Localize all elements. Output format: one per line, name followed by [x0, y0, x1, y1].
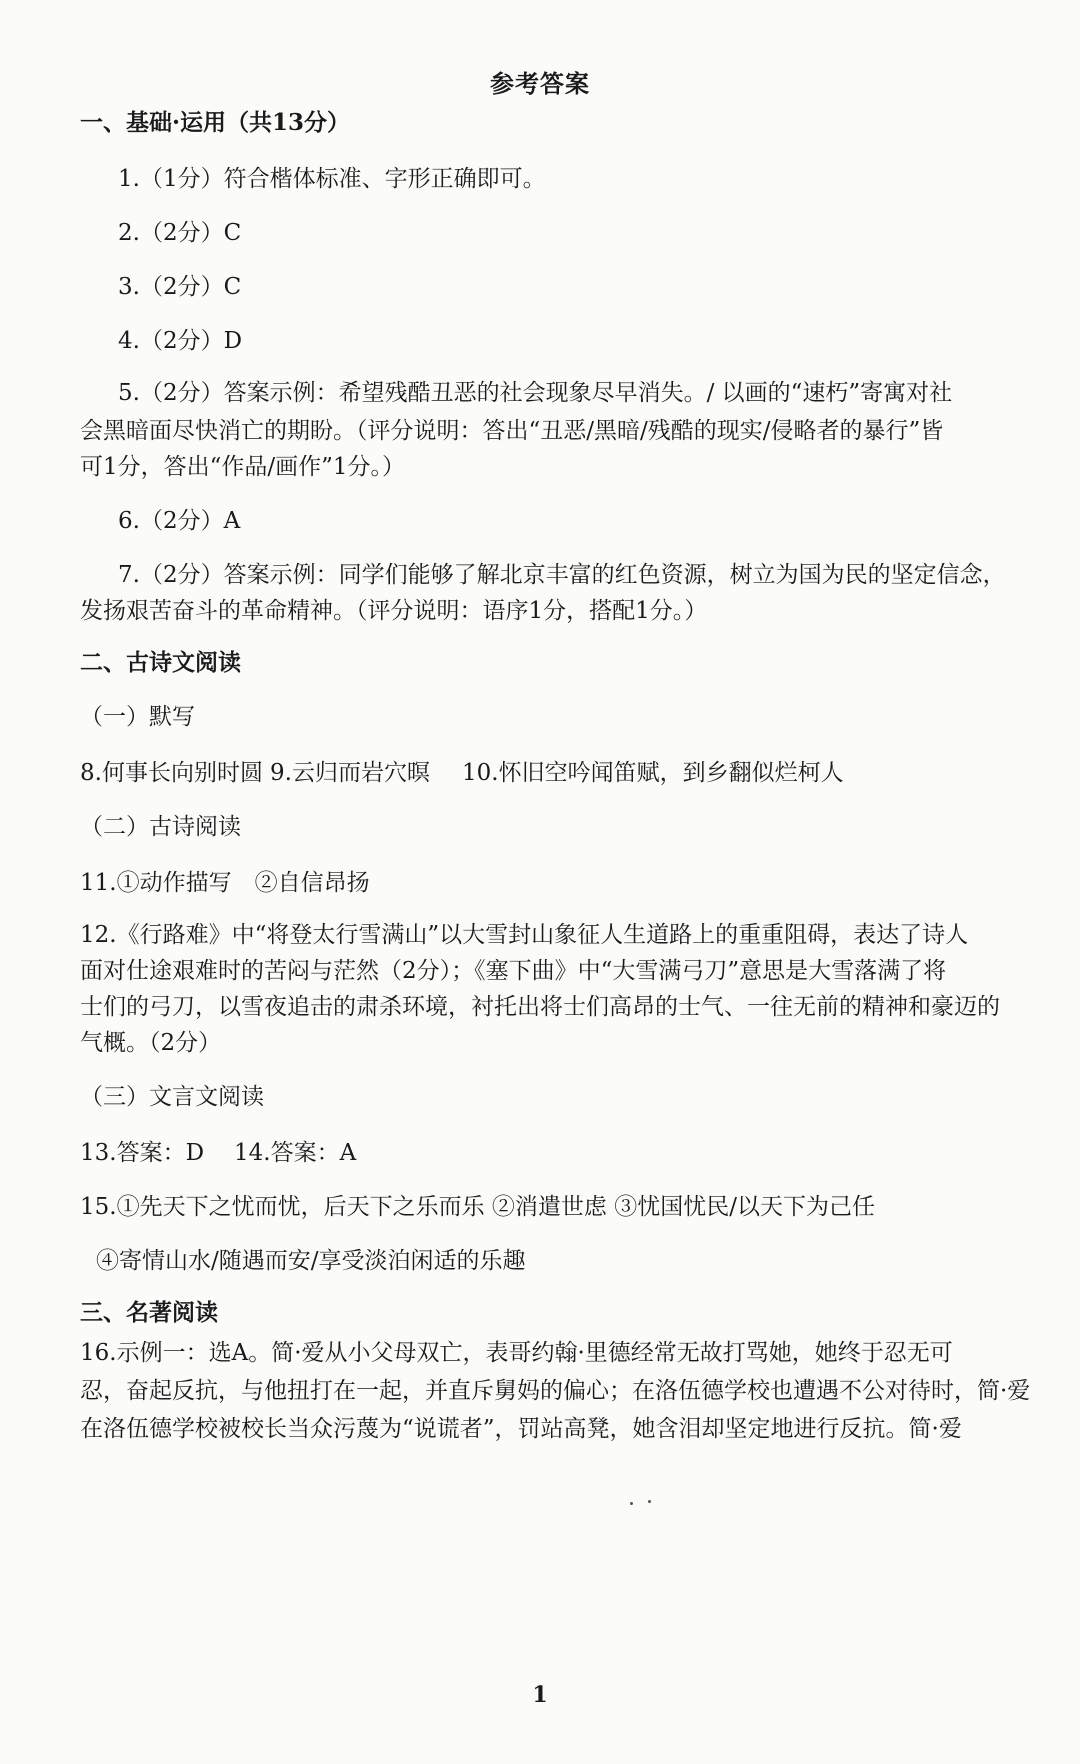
subsection-poetry: （二）古诗阅读: [80, 814, 241, 840]
answer-4: 4.（2分）D: [118, 328, 243, 354]
answer-8: 8.何事长向别时圆: [80, 760, 263, 786]
answer-3: 3.（2分）C: [118, 274, 242, 300]
answer-12-line-2: 面对仕途艰难时的苦闷与茫然（2分）；《塞下曲》中“大雪满弓刀”意思是大雪落满了将: [80, 958, 947, 984]
answer-15-line-2: ④寄情山水/随遇而安/享受淡泊闲适的乐趣: [96, 1248, 526, 1274]
answer-5-line-3: 可1分，答出“作品/画作”1分。）: [80, 454, 406, 480]
subsection-dictation: （一）默写: [80, 704, 195, 730]
answer-12-line-1: 12.《行路难》中“将登太行雪满山”以大雪封山象征人生道路上的重重阻碍，表达了诗人: [80, 922, 969, 948]
answer-16-line-1: 16.示例一：选A。简·爱从小父母双亡，表哥约翰·里德经常无故打骂她，她终于忍无可: [80, 1340, 953, 1366]
answer-6: 6.（2分）A: [118, 508, 241, 534]
answer-12-line-3: 士们的弓刀，以雪夜追击的肃杀环境，衬托出将士们高昂的士气、一往无前的精神和豪迈的: [80, 994, 1000, 1020]
answer-7-line-1: 7.（2分）答案示例：同学们能够了解北京丰富的红色资源，树立为国为民的坚定信念，: [118, 562, 1006, 588]
scan-speck: [630, 1502, 633, 1505]
scan-speck: [648, 1500, 651, 1503]
answer-2: 2.（2分）C: [118, 220, 242, 246]
page-number: 1: [532, 1682, 548, 1708]
answer-1: 1.（1分）符合楷体标准、字形正确即可。: [118, 166, 546, 192]
answer-5-line-1: 5.（2分）答案示例：希望残酷丑恶的社会现象尽早消失。/ 以画的“速朽”寄寓对社: [118, 380, 953, 406]
answer-5-line-2: 会黑暗面尽快消亡的期盼。（评分说明：答出“丑恶/黑暗/残酷的现实/侵略者的暴行”皆: [80, 418, 944, 444]
section-heading-classical: 二、古诗文阅读: [80, 649, 241, 676]
subsection-classical-prose: （三）文言文阅读: [80, 1084, 264, 1110]
answer-10: 10.怀旧空吟闻笛赋，到乡翻似烂柯人: [462, 760, 844, 786]
section-heading-basics: 一、基础·运用（共13分）: [80, 109, 351, 136]
answer-11: 11.①动作描写 ②自信昂扬: [80, 870, 370, 896]
answer-14: 14.答案：A: [234, 1140, 357, 1166]
page-title: 参考答案: [490, 69, 590, 98]
answer-15-line-1: 15.①先天下之忧而忧，后天下之乐而乐 ②消遣世虑 ③忧国忧民/以天下为己任: [80, 1194, 875, 1220]
answer-7-line-2: 发扬艰苦奋斗的革命精神。（评分说明：语序1分，搭配1分。）: [80, 598, 708, 624]
answer-12-line-4: 气概。（2分）: [80, 1030, 222, 1056]
answer-16-line-3: 在洛伍德学校被校长当众污蔑为“说谎者”，罚站高凳，她含泪却坚定地进行反抗。简·爱: [80, 1416, 962, 1442]
answer-13: 13.答案：D: [80, 1140, 205, 1166]
answer-9: 9.云归而岩穴暝: [270, 760, 430, 786]
answer-16-line-2: 忍，奋起反抗，与他扭打在一起，并直斥舅妈的偏心；在洛伍德学校也遭遇不公对待时，简·爱: [80, 1378, 1031, 1404]
section-heading-classics: 三、名著阅读: [80, 1299, 218, 1326]
